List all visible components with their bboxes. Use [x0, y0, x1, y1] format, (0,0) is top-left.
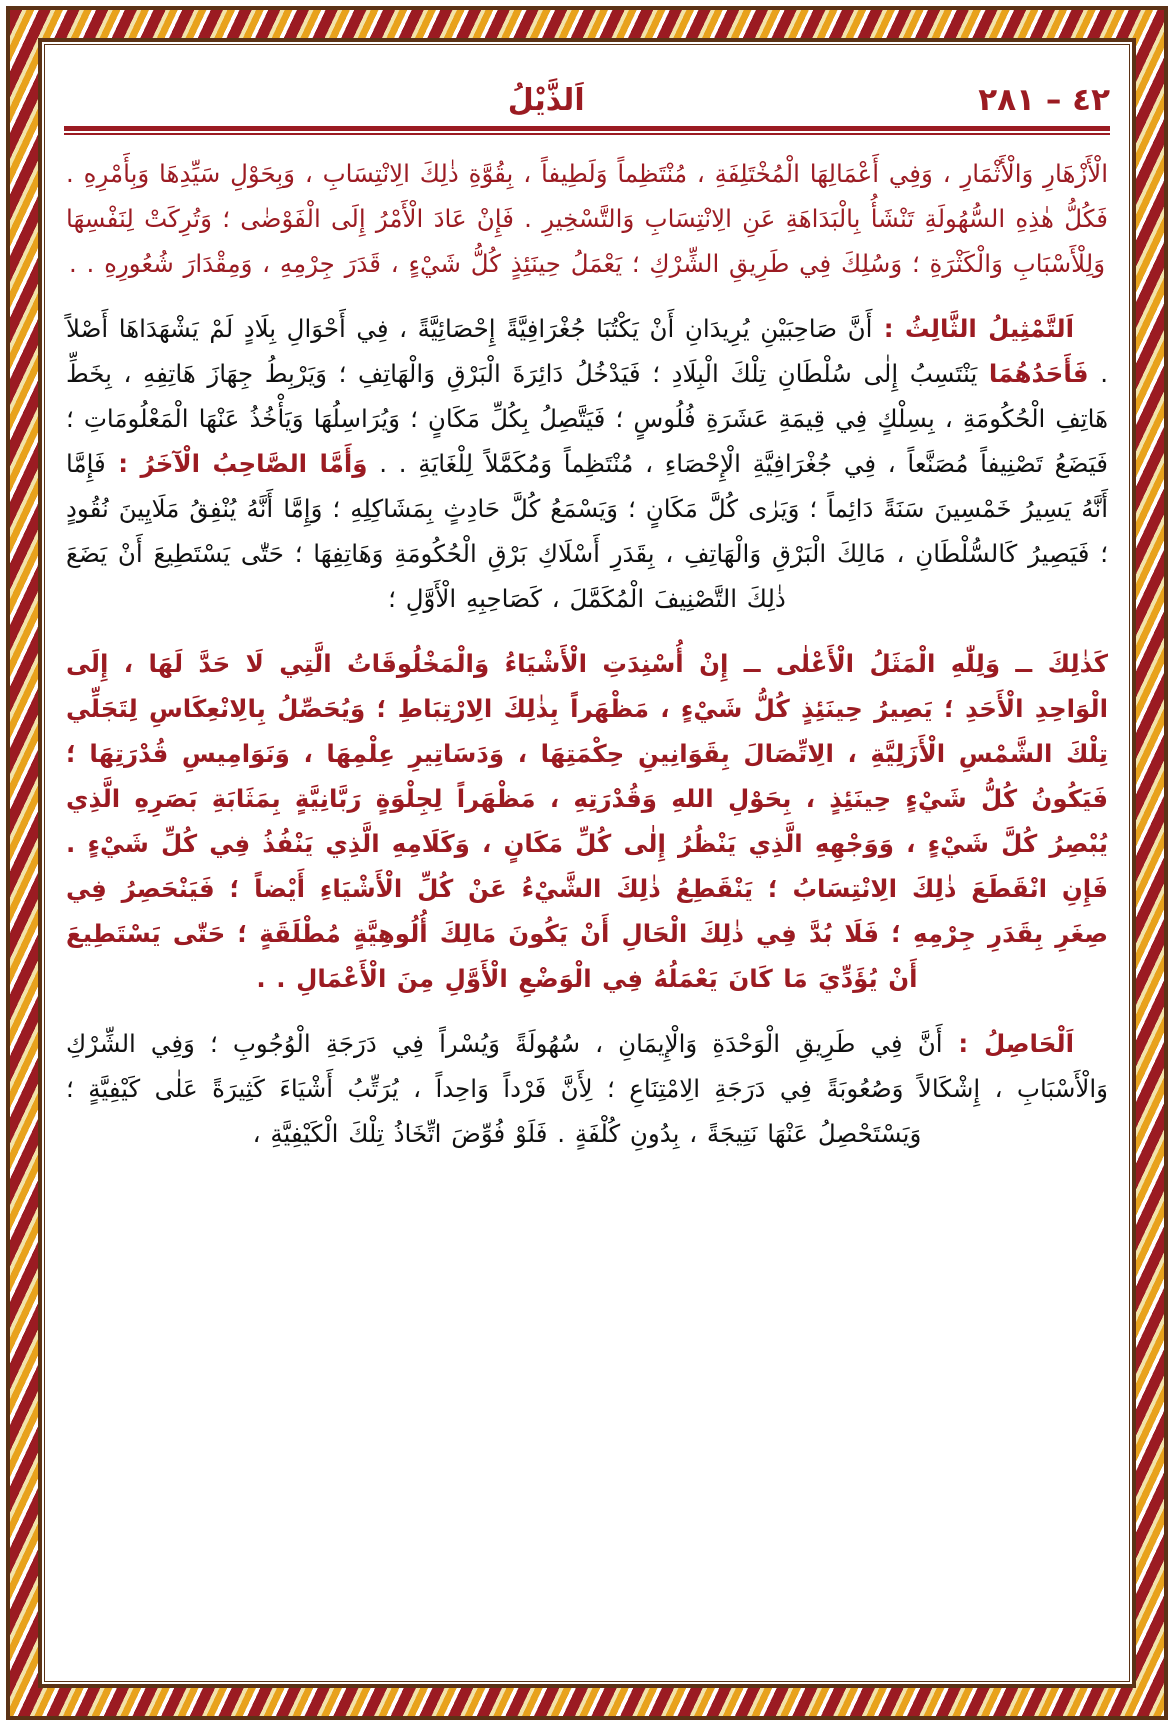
header-rule-thick [64, 126, 1110, 131]
paragraph-3-text: كَذٰلِكَ ــ وَلِلّٰهِ الْمَثَلُ الْأَعْلٰى ــ إِنْ أُسْنِدَتِ الْأَشْيَاءُ وَالْمَخْلُوقَاتُ الَّتِي لَا حَدَّ لَهَا ، إِلَى الْوَاحِدِ الْأَحَدِ ؛ يَصِيرُ حِينَئِذٍ كُلُّ شَيْءٍ ، مَظْهَراً بِذٰلِكَ الِارْتِبَاطِ ؛ وَيُحَصِّلُ بِالِانْعِكَاسِ لِتَجَلِّي تِلْكَ الشَّمْسِ الْأَزَلِيَّةِ ، الِاتِّصَالَ بِقَوَانِينِ حِكْمَتِهَا ، وَدَسَاتِيرِ عِلْمِهَا ، وَنَوَامِيسِ قُدْرَتِهَا ؛ فَيَكُونُ كُلُّ شَيْءٍ حِينَئِذٍ ، بِحَوْلِ اللهِ وَقُدْرَتِهِ ، مَظْهَراً لِجِلْوَةٍ رَبَّانِيَّةٍ بِمَثَابَةِ بَصَرِهِ الَّذِي يُبْصِرُ كُلَّ شَيْءٍ ، وَوَجْهِهِ الَّذِي يَنْظُرُ إِلٰى كُلِّ مَكَانٍ ، وَكَلَامِهِ الَّذِي يَنْفُذُ فِي كُلِّ شَيْءٍ . فَإِنِ انْقَطَعَ ذٰلِكَ الِانْتِسَابُ ؛ يَنْقَطِعُ ذٰلِكَ الشَّيْءُ عَنْ كُلِّ الْأَشْيَاءِ أَيْضاً ؛ فَيَنْحَصِرُ فِي صِغَرِ بِقَدَرِ جِرْمِهِ ؛ فَلَا بُدَّ فِي ذٰلِكَ الْحَالِ أَنْ يَكُونَ مَالِكَ أُلُوهِيَّةٍ مُطْلَقَةٍ ؛ حَتّٰى يَسْتَطِيعَ أَنْ يُؤَدِّيَ مَا كَانَ يَعْمَلُهُ فِي الْوَضْعِ الْأَوَّلِ مِنَ الْأَعْمَالِ . . [66, 649, 1108, 993]
paragraph-4 [66, 1021, 1108, 1156]
paragraph-3 [66, 641, 1108, 1001]
paragraph-2 [66, 306, 1108, 621]
paragraph-4-lead: اَلْحَاصِلُ [984, 1029, 1075, 1058]
paragraph-2-mid-lead: فَأَحَدُهُمَا [988, 359, 1089, 388]
paragraph-2-text2: يَنْتَسِبُ إِلٰى سُلْطَانِ تِلْكَ الْبِلَادِ ؛ فَيَدْخُلُ دَائِرَةَ الْبَرْقِ وَالْهَاتِفِ ؛ وَيَرْبِطُ جِهَازَ هَاتِفِهِ ، بِخَطِّ هَاتِفِ الْحُكُومَةِ ، بِسِلْكٍ فِي قِيمَةِ عَشَرَةِ فُلُوسٍ ؛ فَيَتَّصِلُ بِكُلِّ مَكَانٍ ؛ وَيُرَاسِلُهَا وَيَأْخُذُ عَنْهَا الْمَعْلُومَاتِ ؛ فَيَضَعُ تَصْنِيفاً مُصَنَّعاً ، فِي جُغْرَافِيَّةِ الْإِحْصَاءِ ، مُنْتَظِماً وَمُكَمَّلاً لِلْغَايَةِ . . [66, 359, 1108, 478]
paragraph-4-lead-sep: : [942, 1029, 985, 1058]
body-text [58, 151, 1116, 1156]
paragraph-2-text: أَنَّ صَاحِبَيْنِ يُرِيدَانِ أَنْ يَكْتُبَا جُغْرَافِيَّةً إِحْصَائِيَّةً ، فِي أَحْوَالِ بِلَادٍ لَمْ يَشْهَدَاهَا أَصْلاً . [66, 314, 1108, 388]
page-header [58, 56, 1116, 118]
page-number: ٤٢ – ٢٨١ [978, 82, 1110, 118]
paragraph-2-mid-lead2: وَأَمَّا الصَّاحِبُ الْآخَرُ [140, 449, 368, 478]
header-rule-thin [64, 133, 1110, 135]
page-title: اَلذَّيْلُ [507, 83, 585, 118]
paragraph-2-lead-sep: : [872, 314, 905, 343]
paragraph-2-text3: فَإِمَّا أَنَّهُ يَسِيرُ خَمْسِينَ سَنَةً دَائِماً ؛ وَيَرٰى كُلَّ مَكَانٍ ؛ وَيَسْمَعُ كُلَّ حَادِثٍ بِمَشَاكِلِهِ ؛ وَإِمَّا أَنَّهُ يُنْفِقُ مَلَايِينَ نُقُودٍ ؛ فَيَصِيرُ كَالسُّلْطَانِ ، مَالِكَ الْبَرْقِ وَالْهَاتِفِ ، بِقَدَرِ أَسْلَاكِ بَرْقِ الْحُكُومَةِ وَهَاتِفِهَا ؛ حَتّٰى يَسْتَطِيعَ أَنْ يَضَعَ ذٰلِكَ التَّصْنِيفَ الْمُكَمَّلَ ، كَصَاحِبِهِ الْأَوَّلِ ؛ [66, 449, 1108, 613]
paragraph-2-mid-lead2-sep: : [105, 449, 141, 478]
page-content [58, 56, 1116, 1670]
paragraph-1-text: الْأَزْهَارِ وَالْأَثْمَارِ ، وَفِي أَعْمَالِهَا الْمُخْتَلِفَةِ ، مُنْتَظِماً وَلَطِيفاً ، بِقُوَّةِ ذٰلِكَ الِانْتِسَابِ ، وَبِحَوْلِ سَيِّدِهَا وَبِأَمْرِهِ . فَكُلُّ هٰذِهِ السُّهُولَةِ تَنْشَأُ بِالْبَدَاهَةِ عَنِ الِانْتِسَابِ وَالتَّسْخِيرِ . فَإِنْ عَادَ الْأَمْرُ إِلَى الْفَوْضٰى ؛ وَتُرِكَتْ لِنَفْسِهَا وَلِلْأَسْبَابِ وَالْكَثْرَةِ ؛ وَسُلِكَ فِي طَرِيقِ الشِّرْكِ ؛ يَعْمَلُ حِينَئِذٍ كُلُّ شَيْءٍ ، قَدَرَ جِرْمِهِ ، وَمِقْدَارَ شُعُورِهِ . . [66, 159, 1108, 278]
paragraph-1 [66, 151, 1108, 286]
paragraph-2-lead: اَلتَّمْثِيلُ الثَّالِثُ [904, 314, 1074, 343]
paragraph-4-text: أَنَّ فِي طَرِيقِ الْوَحْدَةِ وَالْإِيمَانِ ، سُهُولَةً وَيُسْراً فِي دَرَجَةِ الْوُجُوبِ ؛ وَفِي الشِّرْكِ وَالْأَسْبَابِ ، إِشْكَالاً وَصُعُوبَةً فِي دَرَجَةِ الِامْتِنَاعِ ؛ لِأَنَّ فَرْداً وَاحِداً ، يُرَتِّبُ أَشْيَاءَ كَثِيرَةً عَلٰى كَيْفِيَّةٍ ؛ وَيَسْتَحْصِلُ عَنْهَا نَتِيجَةً ، بِدُونِ كُلْفَةٍ . فَلَوْ فُوِّضَ اتِّخَاذُ تِلْكَ الْكَيْفِيَّةِ ، [66, 1029, 1108, 1148]
